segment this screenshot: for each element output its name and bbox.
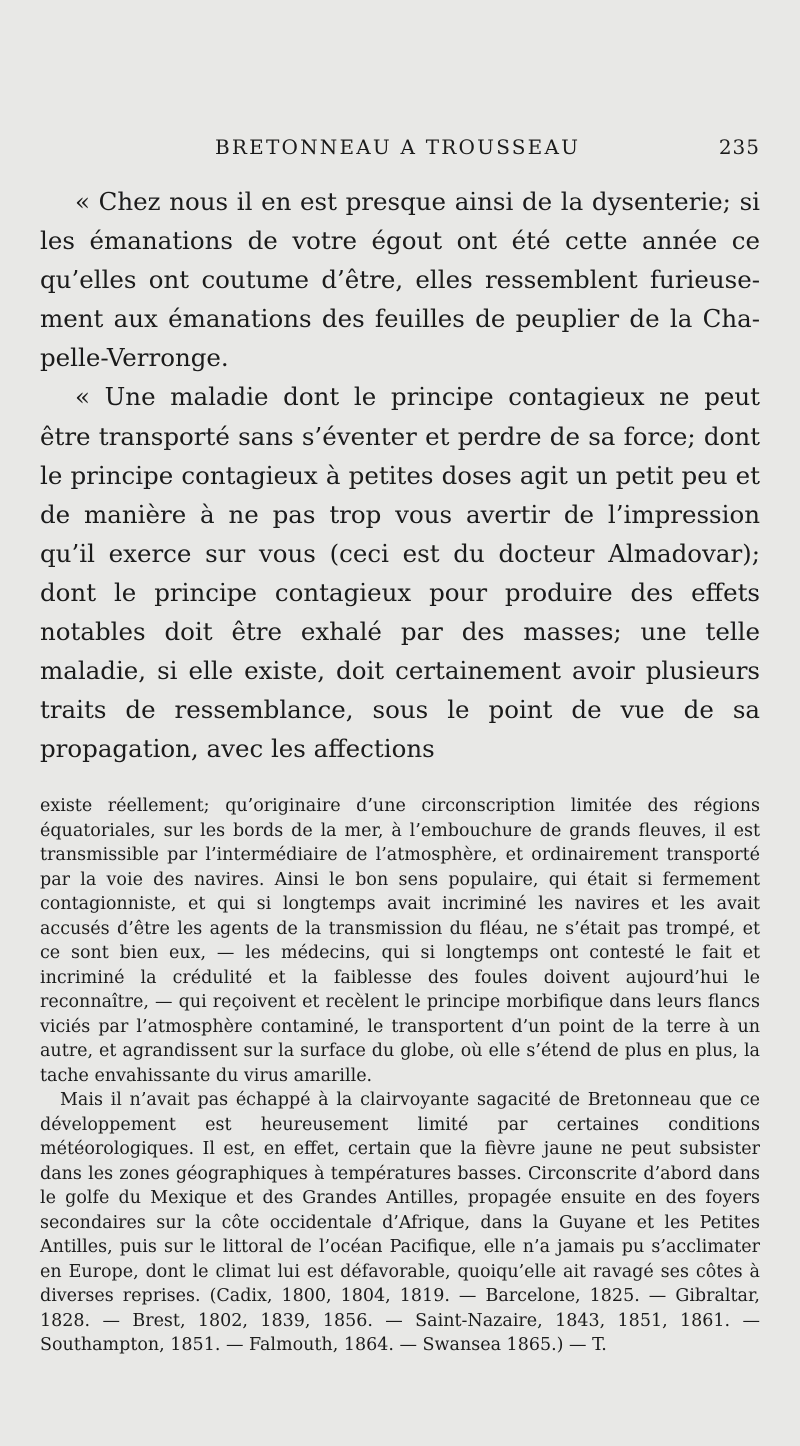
page-header: [40, 135, 760, 165]
main-text-block: [40, 182, 760, 768]
main-paragraph: « Chez nous il en est presque ainsi de la dysenterie; si les émanations de votre égout ont été cette année ce qu’elles ont coutume d’être, elles ressemblent furieusement aux émanations des feuilles de peuplier de la Chapelle-Verronge.: [40, 187, 760, 373]
main-paragraph: « Une maladie dont le principe contagieux ne peut être transporté sans s’éventer et perdre de sa force; dont le principe contagieux à petites doses agit un petit peu et de manière à ne pas trop vous avertir de l’impression qu’il exerce sur vous (ceci est du docteur Almadovar); dont le principe contagieux pour produire des effets notables doit être exhalé par des masses; une telle maladie, si elle existe, doit certainement avoir plusieurs traits de ressemblance, sous le point de vue de sa propagation, avec les affections: [40, 382, 760, 764]
running-title: BRETONNEAU A TROUSSEAU: [215, 135, 581, 159]
footnote-block: [40, 794, 760, 1358]
footnote-paragraph: Mais il n’avait pas échappé à la clairvoyante sagacité de Bretonneau que ce développement est heureusement limité par certaines conditions météorologiques. Il est, en effet, certain que la fièvre jaune ne peut subsister dans les zones géographiques à températures basses. Circonscrite d’abord dans le golfe du Mexique et des Grandes Antilles, propagée ensuite en des foyers secondaires sur la côte occidentale d’Afrique, dans la Guyane et les Petites Antilles, puis sur le littoral de l’océan Pacifique, elle n’a jamais pu s’acclimater en Europe, dont le climat lui est défavorable, quoiqu’elle ait ravagé ses côtes à diverses reprises. (Cadix, 1800, 1804, 1819. — Barcelone, 1825. — Gibraltar, 1828. — Brest, 1802, 1839, 1856. — Saint-Nazaire, 1843, 1851, 1861. — Southampton, 1851. — Falmouth, 1864. — Swansea 1865.) — T.: [40, 1090, 760, 1355]
page-number: 235: [718, 135, 760, 159]
footnote-paragraph: existe réellement; qu’originaire d’une circonscription limitée des régions équatoriales, sur les bords de la mer, à l’embouchure de grands fleuves, il est transmissible par l’intermédiaire de l’atmosphère, et ordinairement transporté par la voie des navires. Ainsi le bon sens populaire, qui était si fermement contagionniste, et qui si longtemps avait incriminé les navires et les avait accusés d’être les agents de la transmission du fléau, ne s’était pas trompé, et ce sont bien eux, — les médecins, qui si longtemps ont contesté le fait et incriminé la crédulité et la faiblesse des foules doivent aujourd’hui le reconnaître, — qui reçoivent et recèlent le principe morbifique dans leurs flancs viciés par l’atmosphère contaminé, le transportent d’un point de la terre à un autre, et agrandissent sur la surface du globe, où elle s’étend de plus en plus, la tache envahissante du virus amarille.: [40, 796, 760, 1086]
